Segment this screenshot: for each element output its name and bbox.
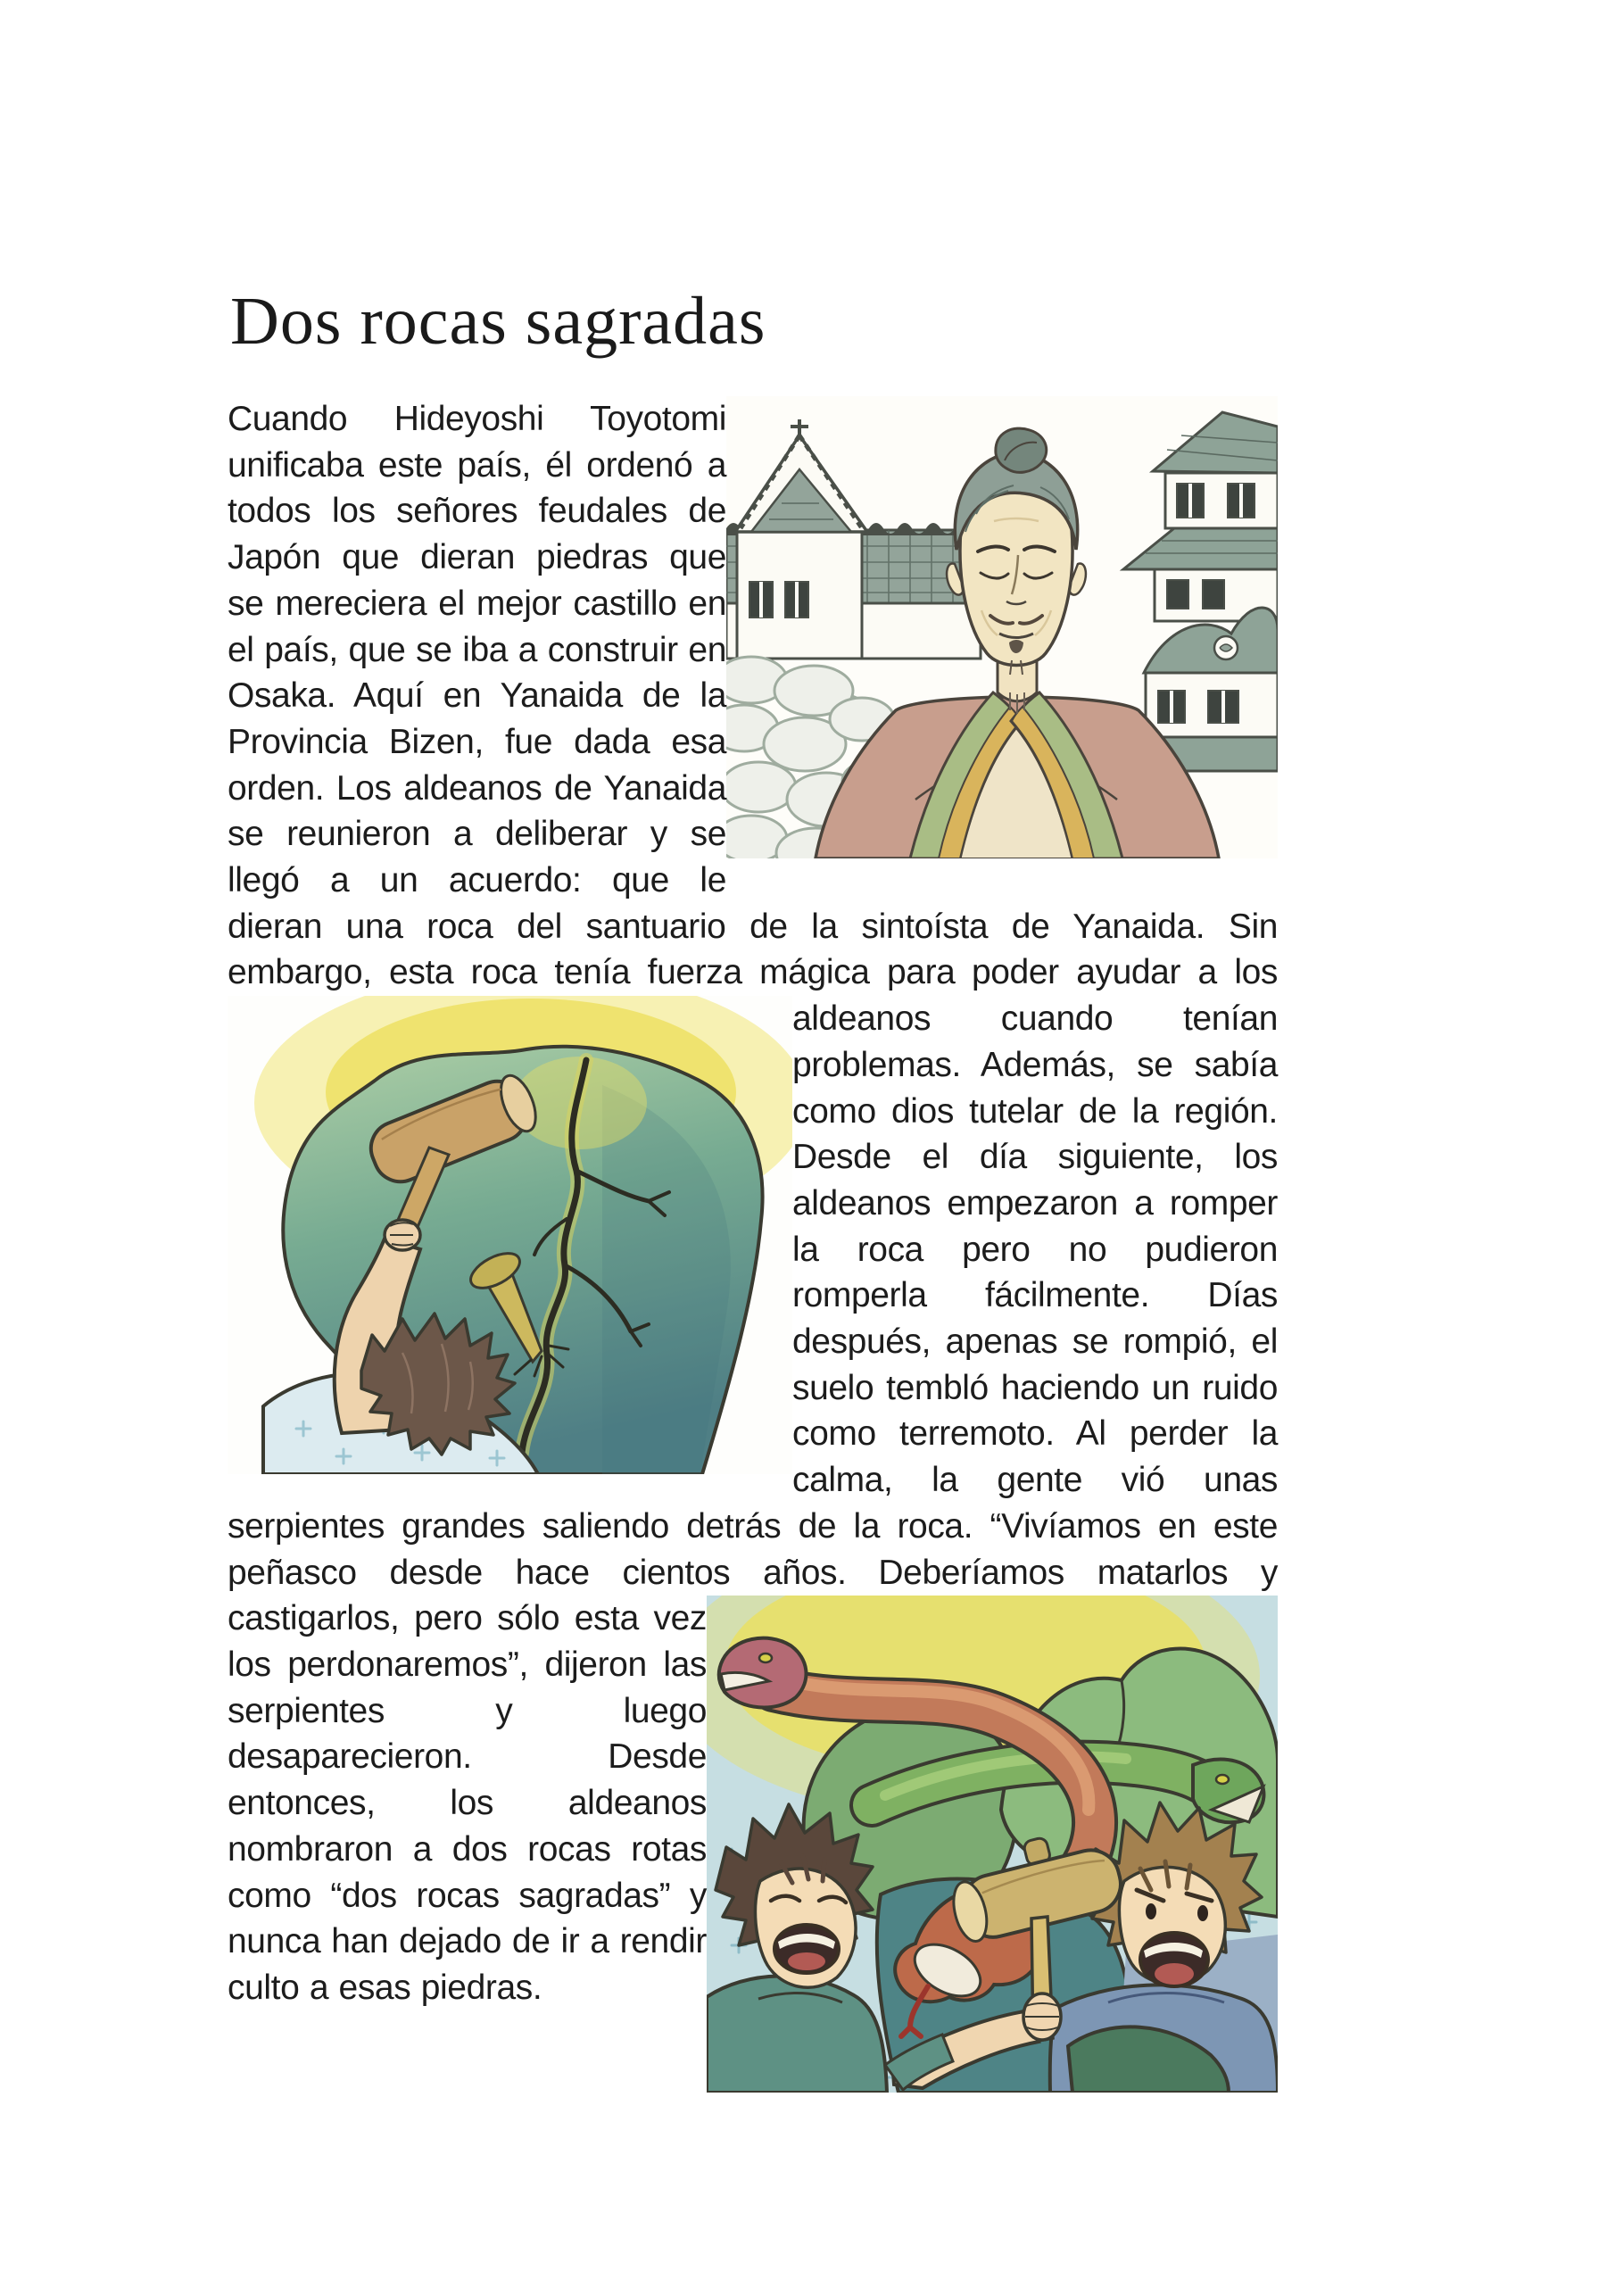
breaking-rock-drawing [228,996,792,1474]
story-seg-3: Deberíamos matarlos y castigarlos, pero sólo esta vez los perdonaremos”, dijeron las serpientes y luego desaparecieron. Desde entonces, los aldeanos nombraron a dos rocas rotas como “dos rocas sagradas” y nunca han dejado de ir a rendir culto a esas piedras. [228,1553,1279,2007]
story-seg-2: poder ayudar a los aldeanos cuando tenían problemas. Además, se sabía como dios tutelar de la región. Desde el día siguiente, los aldeanos empezaron a romper la roca pero no pudieron romperla fácilmente. Días después, apenas se rompió, el suelo tembló haciendo un ruido como terremoto. Al perder la calma, la gente vió unas serpientes grandes saliendo detrás de la roca. “Vivíamos en este peñasco desde hace cientos años. [228,953,1278,1592]
story-text [228,396,1278,2093]
hideyoshi-castle-drawing [726,396,1278,858]
illustration-breaking-rock [228,996,792,1474]
snakes-villagers-drawing [707,1596,1278,2093]
illustration-snakes-villagers [707,1596,1278,2093]
story-seg-1: Cuando Hideyoshi Toyotomi unificaba este país, él ordenó a todos los señores feudales de Japón que dieran piedras que se mereciera el mejor castillo en el país, que se iba a construir en Osaka. Aquí en Yanaida de la Provincia Bizen, fue dada esa orden. Los aldeanos de Yanaida se reunieron a deliberar y se llegó a un acuerdo: que le dieran una roca del santuario de la sintoísta de Yanaida. Sin embargo, esta roca tenía fuerza mágica para [228,400,1278,992]
page-title: Dos rocas sagradas [230,284,766,359]
illustration-hideyoshi-castle [726,396,1278,858]
